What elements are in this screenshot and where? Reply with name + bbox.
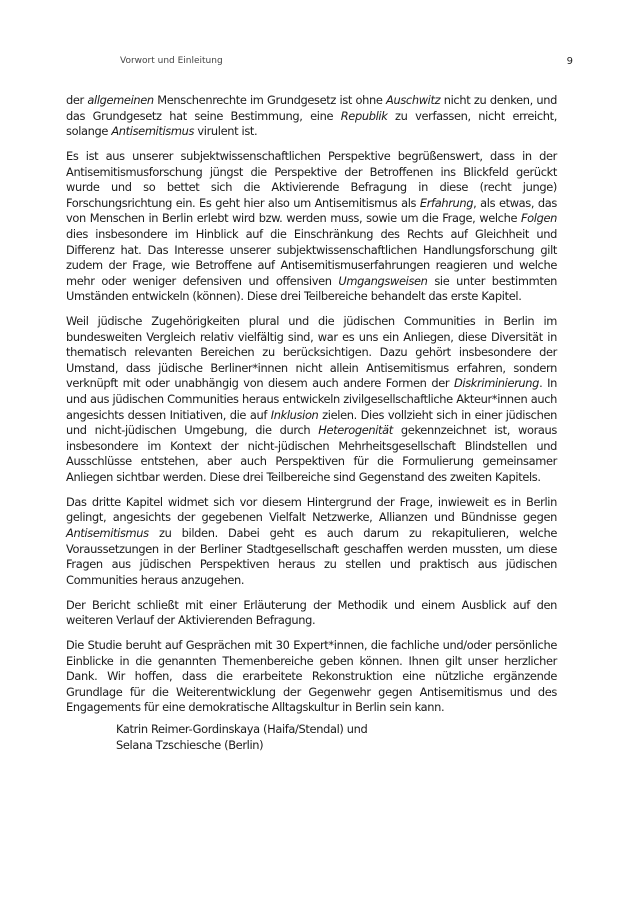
emphasis-text: Auschwitz <box>386 93 441 107</box>
text-run: zu verfassen, nicht erreicht, solange <box>66 108 557 139</box>
signature-line: Selana Tzschiesche (Berlin) <box>116 737 264 752</box>
text-run: . In und aus jüdischen Communities heraus entwickeln zivilgesellschaftliche Akteur*innen auch angesichts dessen Initiativen, die auf <box>66 376 557 422</box>
text-run: Menschenrechte im Grundgesetz ist ohne <box>153 93 387 107</box>
paragraph <box>66 598 557 629</box>
emphasis-text: Erfahrung <box>419 195 474 210</box>
text-run: gekennzeichnet ist, woraus insbesondere im Kontext der nicht-jüdischen Mehrheitsgesellschaft Blindstellen und Ausschlüsse entstehen, aber auch Perspektiven für die Formulierung gemeinsamer Anliegen sichtbar werden. Diese drei Teilbereiche sind Gegenstand des zweiten Kapitels. <box>66 423 557 485</box>
paragraph <box>66 638 557 716</box>
paragraph <box>66 93 557 140</box>
text-run: zu bilden. Dabei geht es auch darum zu rekapitulieren, welche Voraussetzungen in der Berliner Stadtgesellschaft geschaffen werden mussten, um diese Fragen aus jüdischen Perspektiven heraus zu stellen und praktisch aus jüdischen Communities heraus anzugehen. <box>66 526 557 587</box>
emphasis-text: Folgen <box>520 211 557 226</box>
text-run: der <box>66 93 88 107</box>
text-run: virulent ist. <box>194 124 258 139</box>
emphasis-text: Antisemitismus <box>111 124 195 139</box>
emphasis-text: Inklusion <box>270 407 319 422</box>
paragraph <box>66 149 557 305</box>
text-run: sie unter bestimmten Umständen entwickeln (können). Diese drei Teilbereiche behandelt das erste Kapitel. <box>66 273 557 304</box>
text-run: dies insbesondere im Hinblick auf die Einschränkung des Rechts auf Gleichheit und Differenz hat. Das Interesse unserer subjektwissenschaftlichen Handlungsforschung gilt zudem der Frage, wie Betroffene auf Antisemitismuserfahrungen reagieren und welche mehr oder weniger defensiven und offensiven <box>66 226 557 288</box>
emphasis-text: Umgangsweisen <box>338 273 428 288</box>
signature-line: Katrin Reimer-Gordinskaya (Haifa/Stendal) und <box>116 721 368 736</box>
text-run: Der Bericht schließt mit einer Erläuterung der Methodik und einem Ausblick auf den weiteren Verlauf der Aktivierenden Befragung. <box>66 597 557 628</box>
emphasis-text: Diskriminierung <box>453 376 540 391</box>
text-run: , als etwas, das von Menschen in Berlin erlebt wird bzw. werden muss, sowie um die Frage, welche <box>66 195 557 226</box>
text-run: Die Studie beruht auf Gesprächen mit 30 Expert*innen, die fachliche und/oder persönliche Einblicke in die genannten Themenbereiche geben können. Ihnen gilt unser herzlicher Dank. Wir hoffen, dass die erarbeitete Rekonstruktion eine nützliche ergänzende Grundlage für die Weiterentwicklung der Gegenwehr gegen Antisemitismus und des Engagements für eine demokratische Alltagskultur in Berlin sein kann. <box>66 637 557 715</box>
signature-block <box>116 721 557 753</box>
emphasis-text: allgemeinen <box>87 93 154 107</box>
running-header <box>120 56 573 70</box>
text-run: Weil jüdische Zugehörigkeiten plural und die jüdischen Communities in Berlin im bundesweiten Vergleich relativ vielfältig sind, war es uns ein Anliegen, diese Diversität in thematisch relevanten Bereichen zu berücksichtigen. Dazu gehört insbesondere der Umstand, dass jüdische Berliner*innen nicht allein Antisemitismus erfahren, sondern verknüpft mit oder unabhängig von diesem auch andere Formen der <box>66 314 557 391</box>
text-run: Es ist aus unserer subjektwissenschaftlichen Perspektive begrüßenswert, dass in der Antisemitismusforschung jüngst die Perspektive der Betroffenen ins Blickfeld gerückt wurde und so bettet sich die Aktivierende Befragung in diese (recht junge) Forschungsrichtung ein. Es geht hier also um Antisemitismus als <box>66 148 557 210</box>
emphasis-text: Antisemitismus <box>66 526 149 540</box>
text-run: Das dritte Kapitel widmet sich vor diesem Hintergrund der Frage, inwieweit es in Berlin gelingt, angesichts der gegebenen Vielfalt Netzwerke, Allianzen und Bündnisse gegen <box>66 494 557 525</box>
text-run: zielen. Dies vollzieht sich in einer jüdischen und nicht-jüdischen Umgebung, die durch <box>66 407 557 438</box>
paragraph <box>66 314 557 486</box>
emphasis-text: Republik <box>340 108 388 123</box>
running-title: Vorwort und Einleitung <box>120 56 223 66</box>
emphasis-text: Heterogenität <box>318 423 393 438</box>
paragraph <box>66 495 557 589</box>
body-text <box>66 93 557 753</box>
text-run: nicht zu denken, und das Grundgesetz hat seine Bestimmung, eine <box>66 93 557 123</box>
page-number: 9 <box>566 56 573 67</box>
